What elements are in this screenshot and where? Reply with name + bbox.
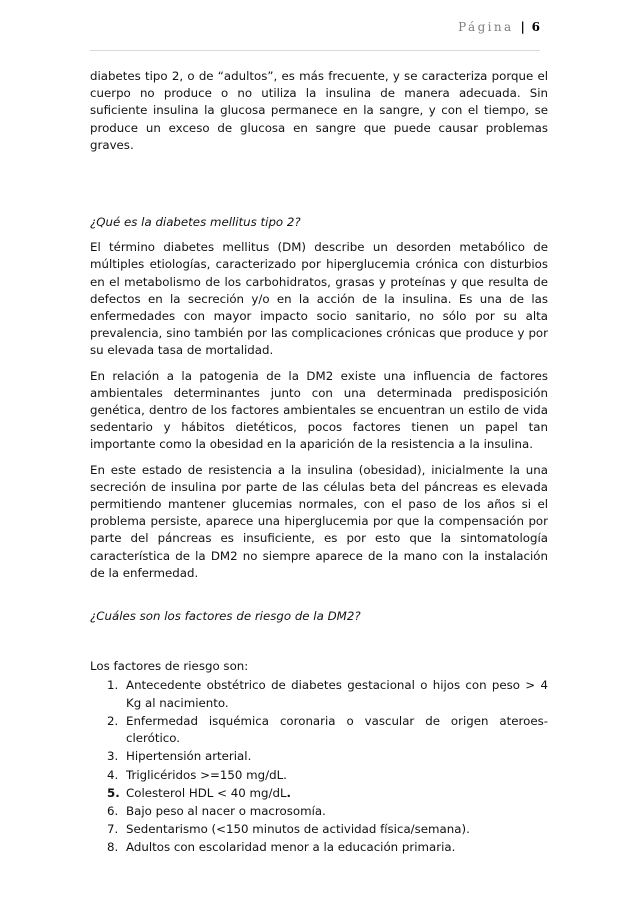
list-item-number: 5. (107, 785, 120, 800)
list-item-number: 4. (107, 767, 119, 782)
page-label: Página (458, 20, 514, 34)
list-item (90, 839, 548, 856)
header-rule (90, 50, 540, 51)
section-question-risk-factors: ¿Cuáles son los factores de riesgo de la DM2? (90, 609, 361, 624)
list-item-number: 2. (107, 713, 119, 728)
list-item (90, 821, 548, 838)
risk-factors-list (90, 677, 548, 856)
list-item-text: Colesterol HDL < 40 mg/dL (126, 785, 287, 800)
list-item (90, 748, 548, 765)
header-separator: | (520, 20, 525, 34)
paragraph-resistance: En este estado de resistencia a la insulina (obesidad), inicialmente la una secreción de insulina por parte de las células beta del páncreas es elevada permitiendo mantener glucemias normales, con el paso de los años si el problema persiste, aparece una hiperglucemia por que la compensación por parte del páncreas es insuficiente, es por esto que la sintomatología característica de la DM2 no siempre aparece de la mano con la instalación de la enfermedad. (90, 462, 548, 580)
list-item-text: Hipertensión arterial. (126, 749, 252, 764)
paragraph-definition: El término diabetes mellitus (DM) describe un desorden metabólico de múltiples etiologías, caracterizado por hiperglucemia crónica con disturbios en el metabolismo de los carbohidratos, grasas y proteínas y que resulta de defectos en la secreción y/o en la acción de la insulina. Es una de las enfermedades con mayor impacto socio sanitario, no sólo por su alta prevalencia, sino también por las complicaciones crónicas que produce y por su elevada tasa de mortalidad. (90, 240, 548, 358)
list-item-text: Antecedente obstétrico de diabetes gestacional o hijos con peso > 4 Kg al nacimiento. (126, 678, 548, 710)
list-item (90, 803, 548, 820)
list-item (90, 713, 548, 747)
list-item-text: Sedentarismo (<150 minutos de actividad física/semana). (126, 822, 470, 837)
intro-paragraph: diabetes tipo 2, o de “adultos”, es más frecuente, y se caracteriza porque el cuerpo no produce o no utiliza la insulina de manera adecuada. Sin suficiente insulina la glucosa permanece en la sangre, y con el tiempo, se produce un exceso de glucosa en sangre que puede causar problemas graves. (90, 69, 548, 152)
list-item (90, 677, 548, 711)
list-item-number: 7. (107, 822, 119, 837)
page-header (90, 20, 540, 34)
list-item (90, 785, 548, 802)
list-item-number: 3. (107, 749, 119, 764)
section-question-dm2: ¿Qué es la diabetes mellitus tipo 2? (90, 215, 301, 230)
list-item-text: Bajo peso al nacer o macrosomía. (126, 803, 326, 818)
list-item (90, 767, 548, 784)
document-body (90, 68, 548, 858)
page-number: 6 (531, 20, 540, 34)
paragraph-pathogenesis: En relación a la patogenia de la DM2 existe una influencia de factores ambientales determinantes junto con una determinada predisposición genética, dentro de los factores ambientales se encuentran un estilo de vida sedentario y hábitos dietéticos, pocos factores tienen un papel tan importante como la obesidad en la aparición de la resistencia a la insulina. (90, 368, 548, 452)
list-item-text: Enfermedad isquémica coronaria o vascular de origen ateroes-clerótico. (126, 713, 548, 746)
risk-factors-intro: Los factores de riesgo son: (90, 659, 249, 674)
list-item-text: Adultos con escolaridad menor a la educación primaria. (126, 840, 456, 855)
list-item-number: 1. (107, 678, 119, 693)
list-item-trailing-period: . (286, 785, 292, 800)
list-item-number: 6. (107, 803, 119, 818)
list-item-number: 8. (107, 840, 119, 855)
list-item-text: Triglicéridos >=150 mg/dL. (126, 767, 287, 782)
